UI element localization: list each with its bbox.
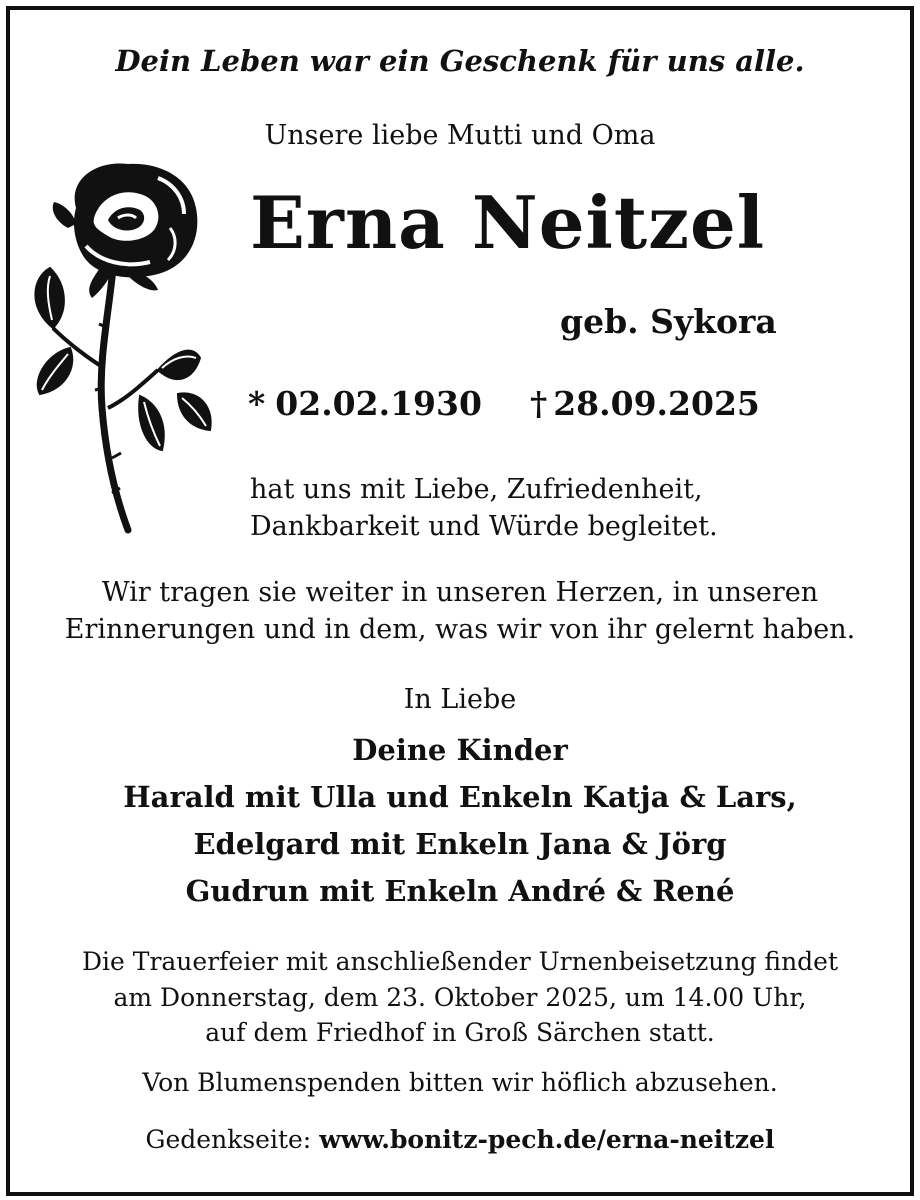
motto: Dein Leben war ein Geschenk für uns alle. [115, 44, 805, 78]
birth-name: geb. Sykora [560, 302, 777, 341]
memorial-page [0, 1125, 920, 1154]
intro-line: Unsere liebe Mutti und Oma [264, 120, 656, 151]
flowers-note: Von Blumenspenden bitten wir höflich abzusehen. [142, 1068, 778, 1097]
birth-symbol: * [248, 384, 266, 423]
deceased-name: Erna Neitzel [250, 180, 766, 265]
family-line: Deine Kinder [352, 733, 568, 767]
memorial-label: Gedenkseite: [145, 1125, 312, 1154]
rose-icon [28, 158, 218, 538]
in-love-line: In Liebe [403, 684, 517, 715]
family-line: Edelgard mit Enkeln Jana & Jörg [193, 827, 727, 861]
bio-line: Dankbarkeit und Würde begleitet. [250, 510, 718, 542]
death-symbol: † [529, 384, 548, 423]
funeral-line: auf dem Friedhof in Groß Särchen statt. [205, 1018, 715, 1047]
death-date: 28.09.2025 [553, 384, 760, 423]
funeral-notice [0, 944, 920, 1051]
life-dates [248, 384, 760, 423]
family-line: Harald mit Ulla und Enkeln Katja & Lars, [123, 780, 797, 814]
birth-date: 02.02.1930 [275, 384, 482, 423]
funeral-line: Die Trauerfeier mit anschließender Urnenbeisetzung findet [81, 947, 839, 976]
remembrance-line: Erinnerungen und in dem, was wir von ihr gelernt haben. [64, 614, 856, 646]
family-line: Gudrun mit Enkeln André & René [185, 874, 735, 908]
bio-text [250, 472, 810, 545]
bio-line: hat uns mit Liebe, Zufriedenheit, [250, 474, 703, 505]
remembrance-text [0, 574, 920, 649]
remembrance-line: Wir tragen sie weiter in unseren Herzen, in unseren [101, 577, 819, 608]
memorial-link[interactable]: www.bonitz-pech.de/erna-neitzel [319, 1125, 775, 1154]
funeral-line: am Donnerstag, dem 23. Oktober 2025, um 14.00 Uhr, [113, 982, 807, 1012]
